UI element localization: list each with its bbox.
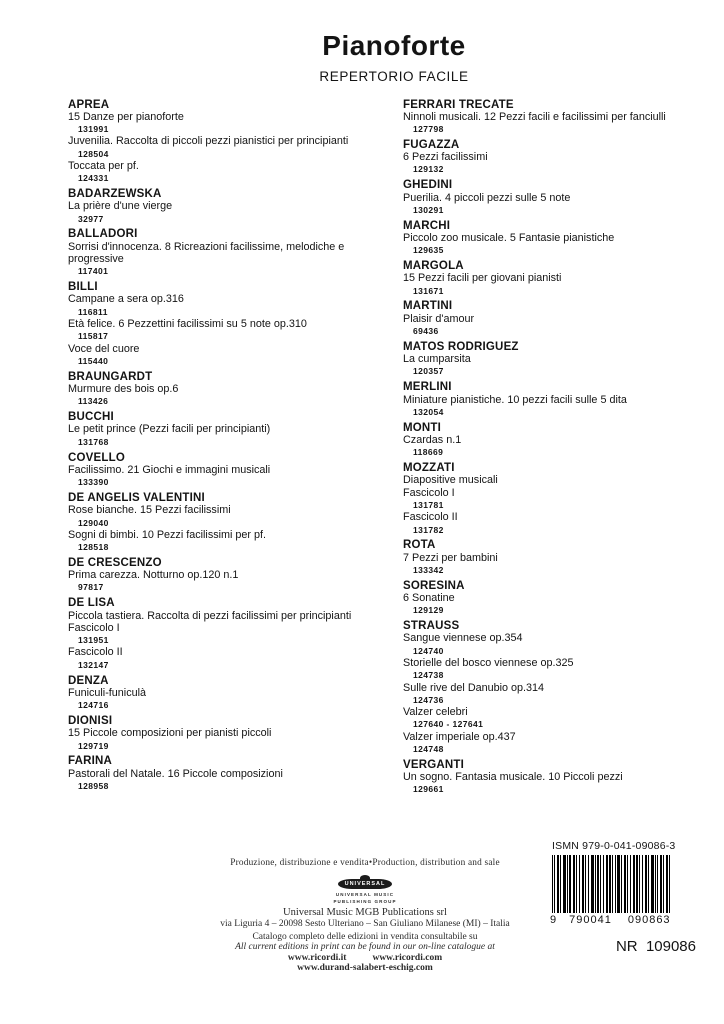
barcode-bar xyxy=(627,855,628,913)
ismn-block xyxy=(552,840,710,955)
composer-heading: ROTA xyxy=(403,539,436,552)
work-catalog-number: 129129 xyxy=(413,605,444,616)
barcode-bar xyxy=(603,855,604,913)
barcode-bar xyxy=(582,855,584,913)
barcode-bar xyxy=(600,855,601,913)
barcode-bar xyxy=(660,855,662,913)
work-catalog-number: 115817 xyxy=(78,331,109,342)
barcode-bar xyxy=(609,855,611,913)
universal-logo-subtext-2: PUBLISHING GROUP xyxy=(333,898,397,904)
work-title: Pastorali del Natale. 16 Piccole composizioni xyxy=(68,767,283,780)
barcode-bar xyxy=(576,855,577,913)
universal-logo-subtext-1: UNIVERSAL MUSIC xyxy=(335,891,395,897)
work-title: La prière d'une vierge xyxy=(68,200,173,213)
work-title: Le petit prince (Pezzi facili per principianti) xyxy=(68,423,271,436)
work-catalog-number: 120357 xyxy=(413,366,444,377)
work-title: Un sogno. Fantasia musicale. 10 Piccoli pezzi xyxy=(403,771,623,784)
barcode-bar xyxy=(639,855,640,913)
work-title: La cumparsita xyxy=(403,353,471,366)
work-title: Prima carezza. Notturno op.120 n.1 xyxy=(68,569,239,582)
page-header xyxy=(68,30,720,84)
page-subtitle: REPERTORIO FACILE xyxy=(319,69,469,84)
work-title: Piccola tastiera. Raccolta di pezzi facilissimi per principianti xyxy=(68,609,352,622)
composer-heading: FERRARI TRECATE xyxy=(403,98,514,111)
composer-heading: VERGANTI xyxy=(403,758,465,771)
composer-heading: DENZA xyxy=(68,674,109,687)
distribution-line: Produzione, distribuzione e vendita•Production, distribution and sale xyxy=(230,858,500,868)
work-catalog-number: 115440 xyxy=(78,355,109,366)
work-catalog-number: 129635 xyxy=(413,245,444,256)
composer-heading: DE CRESCENZO xyxy=(68,556,162,569)
barcode-bar xyxy=(595,855,596,913)
barcode-bar xyxy=(663,855,664,913)
composer-heading: SORESINA xyxy=(403,579,465,592)
barcode-bar xyxy=(615,855,616,913)
catalog-note-italian: Catalogo completo delle edizioni in vendita consultabile su xyxy=(252,932,478,942)
url-ricordi-com: www.ricordi.com xyxy=(372,953,443,963)
publisher-block xyxy=(160,858,570,973)
work-catalog-number: 127640 - 127641 xyxy=(413,719,484,730)
composer-heading: MATOS RODRIGUEZ xyxy=(403,340,519,353)
barcode-bar xyxy=(651,855,654,913)
work-catalog-number: 131671 xyxy=(413,285,444,296)
composer-heading: APREA xyxy=(68,98,110,111)
catalog-columns xyxy=(68,95,718,796)
work-title: Puerilia. 4 piccoli pezzi sulle 5 note xyxy=(403,191,571,204)
work-title: Funiculi-funiculà xyxy=(68,686,147,699)
work-title: Voce del cuore xyxy=(68,342,140,355)
barcode-bar xyxy=(669,855,670,913)
work-title: Sangue viennese op.354 xyxy=(403,632,523,645)
barcode-digit-left: 9 xyxy=(550,914,558,926)
barcode-bar xyxy=(585,855,586,913)
work-catalog-number: 129040 xyxy=(78,517,109,528)
composer-heading: BADARZEWSKA xyxy=(68,188,162,201)
work-catalog-number: 131781 xyxy=(413,499,444,510)
barcode-bar xyxy=(648,855,649,913)
work-title: 6 Sonatine xyxy=(403,591,455,604)
composer-heading: COVELLO xyxy=(68,451,125,464)
work-title: Fascicolo II xyxy=(403,511,458,524)
page-title: Pianoforte xyxy=(322,30,466,61)
barcode-bar xyxy=(573,855,575,913)
barcode-bar xyxy=(666,855,668,913)
publisher-name: Universal Music MGB Publications srl xyxy=(283,907,447,918)
work-catalog-number: 131991 xyxy=(78,124,109,135)
work-title: Plaisir d'amour xyxy=(403,312,475,325)
composer-heading: MARCHI xyxy=(403,219,451,232)
work-catalog-number: 131782 xyxy=(413,524,444,535)
work-catalog-number: 69436 xyxy=(413,326,439,337)
work-title: Fascicolo I xyxy=(403,486,455,499)
barcode-bar xyxy=(597,855,599,913)
work-title: Toccata per pf. xyxy=(68,159,139,172)
plate-number: NR 109086 xyxy=(615,938,696,955)
barcode-bar xyxy=(579,855,580,913)
work-title: Facilissimo. 21 Giochi e immagini musicali xyxy=(68,463,271,476)
barcode-bar xyxy=(563,855,566,913)
composer-heading: DE ANGELIS VALENTINI xyxy=(68,491,205,504)
work-title: Sorrisi d'innocenza. 8 Ricreazioni facilissime, melodiche e progressive xyxy=(68,240,345,266)
url-ricordi-it: www.ricordi.it xyxy=(287,953,347,963)
work-title: Sogni di bimbi. 10 Pezzi facilissimi per pf. xyxy=(68,528,267,541)
work-catalog-number: 132054 xyxy=(413,406,444,417)
composer-heading: MARTINI xyxy=(403,300,453,313)
barcode-bar xyxy=(636,855,638,913)
work-title: Czardas n.1 xyxy=(403,433,462,446)
work-catalog-number: 132147 xyxy=(78,659,109,670)
universal-logo-text: UNIVERSAL xyxy=(344,881,386,887)
work-title: Età felice. 6 Pezzettini facilissimi su 5 note op.310 xyxy=(68,318,307,331)
work-title: 6 Pezzi facilissimi xyxy=(403,151,488,164)
composer-heading: MERLINI xyxy=(403,381,452,394)
work-catalog-number: 124748 xyxy=(413,744,444,755)
barcode-bar xyxy=(655,855,656,913)
work-catalog-number: 117401 xyxy=(78,266,109,277)
composer-heading: MARGOLA xyxy=(403,260,464,273)
barcode-bar xyxy=(560,855,561,913)
work-title: Fascicolo I xyxy=(68,621,120,634)
work-catalog-number: 124738 xyxy=(413,670,444,681)
barcode-bar xyxy=(567,855,568,913)
barcode-digit-group1: 790041 xyxy=(569,914,612,926)
work-catalog-number: 128958 xyxy=(78,780,109,791)
barcode-bar xyxy=(633,855,635,913)
work-catalog-number: 124740 xyxy=(413,645,444,656)
publisher-address: via Liguria 4 – 20098 Sesto Ulteriano – San Giuliano Milanese (MI) – Italia xyxy=(220,919,510,929)
composer-heading: FUGAZZA xyxy=(403,138,460,151)
catalog-column-left xyxy=(68,95,403,796)
work-catalog-number: 128504 xyxy=(78,148,109,159)
work-title: Valzer celebri xyxy=(403,706,468,719)
barcode-bar xyxy=(612,855,613,913)
work-catalog-number: 133390 xyxy=(78,477,109,488)
barcode-digits xyxy=(552,914,710,926)
website-urls-line xyxy=(160,953,570,963)
barcode-bar xyxy=(630,855,631,913)
work-catalog-number: 129661 xyxy=(413,784,444,795)
composer-heading: MONTI xyxy=(403,421,442,434)
catalog-note-english: All current editions in print can be found in our on-line catalogue at xyxy=(235,942,495,952)
work-title: 7 Pezzi per bambini xyxy=(403,551,498,564)
barcode-bar xyxy=(645,855,647,913)
work-title: Rose bianche. 15 Pezzi facilissimi xyxy=(68,504,231,517)
barcode-bar xyxy=(617,855,620,913)
barcode-bar xyxy=(569,855,571,913)
barcode-bar xyxy=(606,855,608,913)
composer-heading: MOZZATI xyxy=(403,462,455,475)
barcode-bar xyxy=(642,855,643,913)
barcode-bar xyxy=(657,855,658,913)
work-title: Murmure des bois op.6 xyxy=(68,383,179,396)
work-title: Juvenilia. Raccolta di piccoli pezzi pianistici per principianti xyxy=(68,135,349,148)
work-catalog-number: 130291 xyxy=(413,204,444,215)
composer-heading: BRAUNGARDT xyxy=(68,370,153,383)
work-title: Ninnoli musicali. 12 Pezzi facili e facilissimi per fanciulli xyxy=(403,110,666,123)
work-title: Diapositive musicali xyxy=(403,474,498,487)
barcode-bar xyxy=(591,855,594,913)
work-catalog-number: 97817 xyxy=(78,582,104,593)
work-catalog-number: 113426 xyxy=(78,396,109,407)
composer-heading: STRAUSS xyxy=(403,620,460,633)
work-catalog-number: 129719 xyxy=(78,740,109,751)
work-catalog-number: 129132 xyxy=(413,164,444,175)
composer-heading: DE LISA xyxy=(68,597,115,610)
work-catalog-number: 133342 xyxy=(413,564,444,575)
url-durand-salabert-eschig: www.durand-salabert-eschig.com xyxy=(297,963,433,973)
globe-icon xyxy=(360,875,370,881)
work-catalog-number: 127798 xyxy=(413,124,444,135)
work-catalog-number: 124736 xyxy=(413,694,444,705)
work-catalog-number: 118669 xyxy=(413,447,444,458)
work-title: Campane a sera op.316 xyxy=(68,293,184,306)
barcode-bar xyxy=(554,855,555,913)
work-title: Fascicolo II xyxy=(68,646,123,659)
composer-heading: DIONISI xyxy=(68,714,113,727)
barcode-bar xyxy=(624,855,626,913)
work-title: Miniature pianistiche. 10 pezzi facili sulle 5 dita xyxy=(403,393,627,406)
composer-heading: GHEDINI xyxy=(403,179,453,192)
work-title: 15 Piccole composizioni per pianisti piccoli xyxy=(68,727,272,740)
barcode-digit-group2: 090863 xyxy=(627,914,671,926)
composer-heading: BALLADORI xyxy=(68,228,138,241)
work-catalog-number: 32977 xyxy=(78,213,104,224)
work-catalog-number: 131768 xyxy=(78,436,109,447)
work-catalog-number: 124716 xyxy=(78,700,109,711)
barcode-bar xyxy=(557,855,559,913)
barcode-bar xyxy=(552,855,553,913)
barcode-bar xyxy=(621,855,622,913)
composer-heading: BUCCHI xyxy=(68,411,114,424)
catalog-column-right xyxy=(403,95,718,796)
work-title: 15 Danze per pianoforte xyxy=(68,110,184,123)
work-title: Storielle del bosco viennese op.325 xyxy=(403,656,574,669)
work-catalog-number: 128518 xyxy=(78,542,109,553)
work-title: Valzer imperiale op.437 xyxy=(403,730,516,743)
universal-logo-banner xyxy=(338,879,393,889)
work-catalog-number: 131951 xyxy=(78,635,109,646)
work-title: 15 Pezzi facili per giovani pianisti xyxy=(403,272,562,285)
composer-heading: BILLI xyxy=(68,281,98,294)
universal-logo xyxy=(333,872,397,904)
work-catalog-number: 124331 xyxy=(78,173,109,184)
work-title: Sulle rive del Danubio op.314 xyxy=(403,681,545,694)
work-catalog-number: 116811 xyxy=(78,306,108,317)
ismn-number: ISMN 979-0-041-09086-3 xyxy=(552,840,676,852)
work-title: Piccolo zoo musicale. 5 Fantasie pianistiche xyxy=(403,231,615,244)
barcode-bar xyxy=(588,855,589,913)
barcode xyxy=(552,855,710,913)
composer-heading: FARINA xyxy=(68,755,113,768)
